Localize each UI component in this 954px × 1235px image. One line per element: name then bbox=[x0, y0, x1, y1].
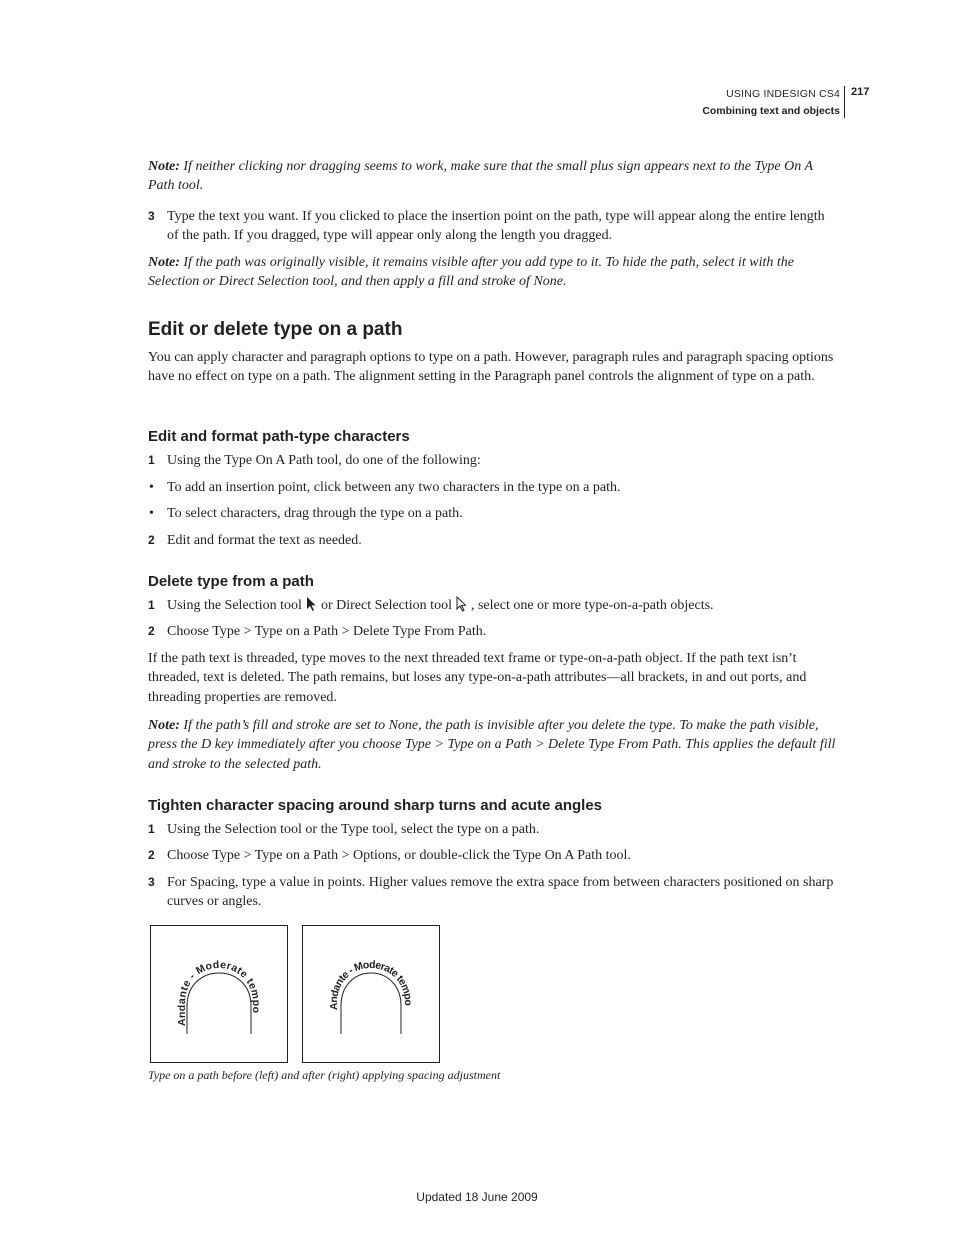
type-on-path-after bbox=[303, 926, 439, 1062]
list-item bbox=[148, 478, 838, 497]
step-number: 1 bbox=[148, 822, 155, 836]
step-text: Choose Type > Type on a Path > Options, or double-click the Type On A Path tool. bbox=[167, 848, 631, 863]
svg-text:Andante - Moderate tempo bbox=[176, 959, 262, 1026]
step-number: 2 bbox=[148, 848, 155, 862]
step-text: Choose Type > Type on a Path > Delete Type From Path. bbox=[167, 624, 487, 639]
note-invisible-path bbox=[148, 716, 838, 774]
step-text-part: , select one or more type-on-a-path objects. bbox=[470, 598, 714, 613]
step-text: Type the text you want. If you clicked to place the insertion point on the path, type will appear along the entire length of the path. If you dragged, type will appear only along the length you dragged. bbox=[167, 209, 825, 244]
subsection-heading-tighten: Tighten character spacing around sharp turns and acute angles bbox=[148, 797, 602, 814]
bullet: • bbox=[149, 480, 154, 495]
step-edit-format bbox=[148, 531, 838, 550]
step-number: 1 bbox=[148, 598, 155, 612]
note-text: If the path was originally visible, it remains visible after you add type to it. To hide the path, select it with the Selection or Direct Selection tool, and then apply a fill and stroke of None. bbox=[148, 255, 795, 290]
step-text: Using the Selection tool or the Type tool, select the type on a path. bbox=[167, 822, 540, 837]
step-type-text bbox=[148, 207, 838, 246]
step-text: Using the Type On A Path tool, do one of the following: bbox=[167, 453, 481, 468]
document-title: USING INDESIGN CS4 bbox=[726, 88, 840, 100]
figure-after bbox=[302, 925, 440, 1063]
step-open-options bbox=[148, 846, 838, 865]
type-on-path-before bbox=[151, 926, 287, 1062]
subsection-heading-format: Edit and format path-type characters bbox=[148, 428, 410, 445]
threaded-paragraph: If the path text is threaded, type moves to the next threaded text frame or type-on-a-path object. If the path text isn’t threaded, text is deleted. The path remains, but loses any type-on-a-path attributes—all brackets, in and out ports, and threading properties are removed. bbox=[148, 651, 807, 705]
note-hide-path bbox=[148, 253, 838, 292]
note-label: Note: bbox=[148, 718, 180, 733]
path-text: Andante - Moderate tempo bbox=[327, 958, 415, 1010]
step-number: 3 bbox=[148, 209, 155, 223]
subsection-heading-delete: Delete type from a path bbox=[148, 573, 314, 590]
figure-before bbox=[150, 925, 288, 1063]
step-text: For Spacing, type a value in points. Higher values remove the extra space from between characters positioned on sharp curves or angles. bbox=[167, 875, 834, 910]
step-spacing-value bbox=[148, 873, 838, 912]
section-heading: Edit or delete type on a path bbox=[148, 319, 403, 340]
note-plus-sign bbox=[148, 157, 838, 196]
path-text: Andante - Moderate tempo bbox=[175, 958, 263, 1026]
footer-updated: Updated 18 June 2009 bbox=[416, 1190, 538, 1204]
step-text bbox=[167, 596, 838, 615]
list-item-text: To add an insertion point, click between any two characters in the type on a path. bbox=[167, 480, 621, 495]
direct-selection-tool-icon bbox=[454, 596, 468, 612]
selection-tool-icon bbox=[304, 596, 318, 612]
step-delete-type bbox=[148, 622, 838, 641]
list-item bbox=[148, 504, 838, 523]
list-item-text: To select characters, drag through the type on a path. bbox=[167, 506, 463, 521]
page-number: 217 bbox=[851, 86, 870, 98]
step-number: 1 bbox=[148, 453, 155, 467]
step-text-part: Using the Selection tool bbox=[167, 598, 302, 613]
bullet: • bbox=[149, 506, 154, 521]
note-text: If the path’s fill and stroke are set to None, the path is invisible after you delete the type. To make the path visible, press the D key immediately after you choose Type > Type on a Path > Delete Type From Path. This applies the default fill and stroke to the selected path. bbox=[148, 718, 836, 772]
step-number: 2 bbox=[148, 533, 155, 547]
note-text: If neither clicking nor dragging seems to work, make sure that the small plus sign appears next to the Type On A Path tool. bbox=[148, 159, 813, 194]
step-text: Edit and format the text as needed. bbox=[167, 533, 362, 548]
step-number: 3 bbox=[148, 875, 155, 889]
step-number: 2 bbox=[148, 624, 155, 638]
note-label: Note: bbox=[148, 159, 180, 174]
running-header bbox=[702, 86, 840, 120]
note-label: Note: bbox=[148, 255, 180, 270]
section-title: Combining text and objects bbox=[702, 105, 840, 117]
figure-caption: Type on a path before (left) and after (right) applying spacing adjustment bbox=[148, 1068, 501, 1082]
step-use-tool bbox=[148, 451, 838, 470]
step-text-part: or Direct Selection tool bbox=[320, 598, 452, 613]
step-select-type bbox=[148, 820, 838, 839]
section-intro: You can apply character and paragraph options to type on a path. However, paragraph rules and paragraph spacing options have no effect on type on a path. The alignment setting in the Paragraph panel controls the alignment of type on a path. bbox=[148, 350, 834, 385]
header-divider bbox=[844, 86, 845, 118]
step-select-objects bbox=[148, 596, 838, 615]
